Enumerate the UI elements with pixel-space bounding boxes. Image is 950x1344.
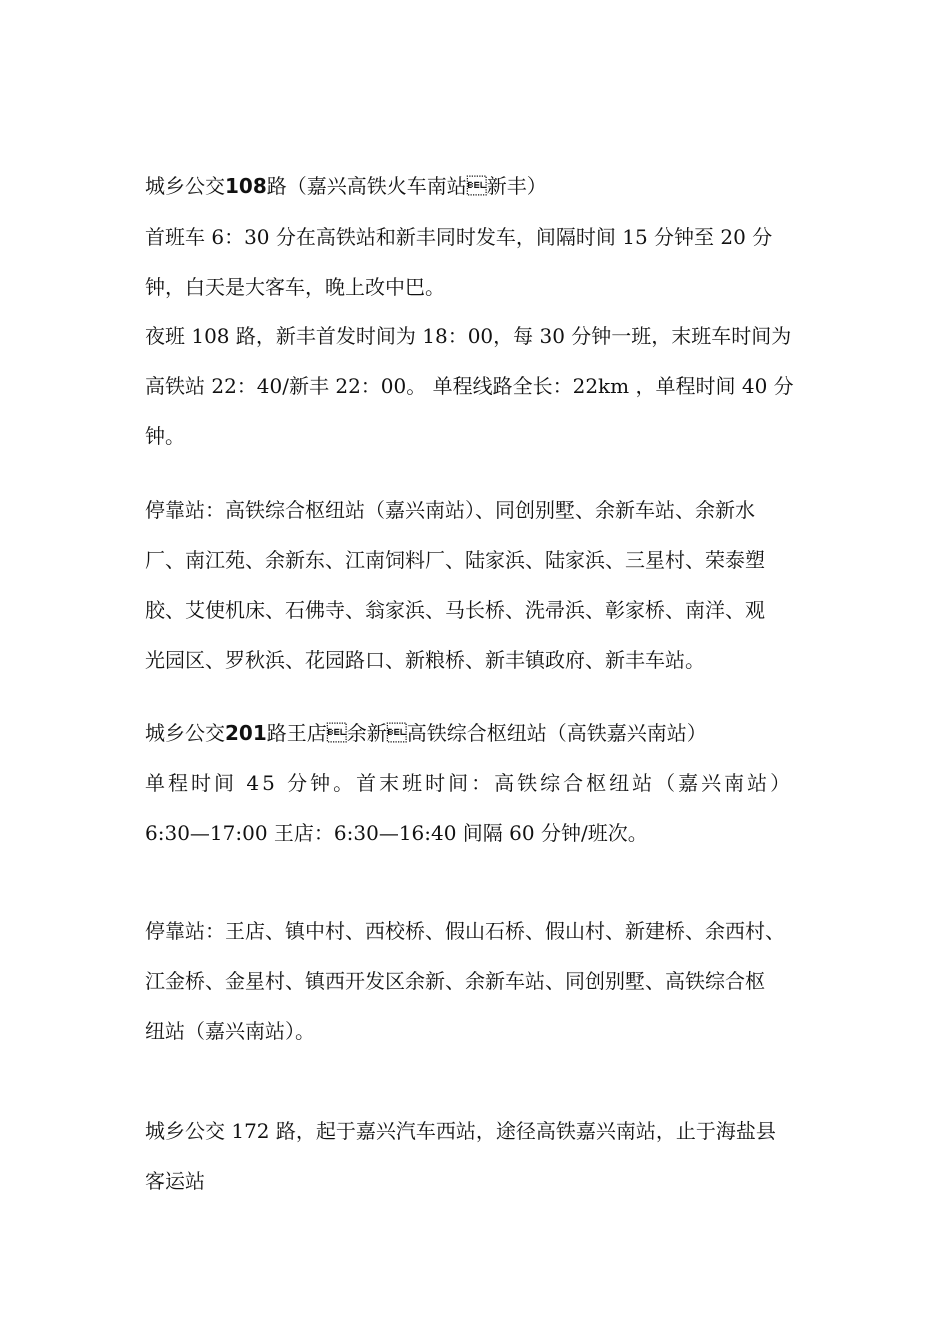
- route-108-schedule-line-2: 钟，白天是大客车，晚上改中巴。: [145, 275, 445, 299]
- route-number: 108: [225, 174, 267, 198]
- route-108-stops-line-2: 厂、南江苑、余新东、江南饲料厂、陆家浜、陆家浜、三星村、荣泰塑: [145, 548, 765, 572]
- route-201-stops-line-3: 纽站（嘉兴南站）。: [145, 1019, 315, 1043]
- route-201-title: [145, 718, 815, 748]
- route-108-night-line-1: 夜班 108 路，新丰首发时间为 18：00，每 30 分钟一班，末班车时间为: [145, 324, 792, 348]
- route-108-stops-line-4: 光园区、罗秋浜、花园路口、新粮桥、新丰镇政府、新丰车站。: [145, 648, 705, 672]
- title-suffix: 路王店余新高铁综合枢纽站（高铁嘉兴南站）: [266, 721, 707, 745]
- title-prefix: 城乡公交: [145, 174, 225, 198]
- route-201-schedule-line-1: 单程时间 45 分钟。首末班时间：高铁综合枢纽站（嘉兴南站）: [145, 771, 794, 795]
- title-prefix: 城乡公交: [145, 721, 225, 745]
- route-201-schedule-line-2: 6:30—17:00 王店：6:30—16:40 间隔 60 分钟/班次。: [145, 821, 648, 845]
- route-201-stops-line-1: 停靠站：王店、镇中村、西校桥、假山石桥、假山村、新建桥、余西村、: [145, 919, 785, 943]
- route-108-stops-line-1: 停靠站：高铁综合枢纽站（嘉兴南站）、同创别墅、余新车站、余新水: [145, 498, 755, 522]
- route-172-line-1: 城乡公交 172 路，起于嘉兴汽车西站，途径高铁嘉兴南站，止于海盐县: [145, 1119, 776, 1143]
- route-201-stops-line-2: 江金桥、金星村、镇西开发区余新、余新车站、同创别墅、高铁综合枢: [145, 969, 765, 993]
- route-108-title: [145, 171, 815, 201]
- route-number: 201: [225, 721, 267, 745]
- route-108-night-line-2: 高铁站 22：40/新丰 22：00。 单程线路全长：22km ，单程时间 40 分: [145, 374, 794, 398]
- route-108-stops-line-3: 胶、艾使机床、石佛寺、翁家浜、马长桥、洗帚浜、彰家桥、南洋、观: [145, 598, 765, 622]
- route-108-night-line-3: 钟。: [145, 424, 185, 448]
- title-suffix: 路（嘉兴高铁火车南站新丰）: [266, 174, 547, 198]
- route-172-line-2: 客运站: [145, 1169, 205, 1193]
- route-108-schedule-line-1: 首班车 6：30 分在高铁站和新丰同时发车，间隔时间 15 分钟至 20 分: [145, 225, 773, 249]
